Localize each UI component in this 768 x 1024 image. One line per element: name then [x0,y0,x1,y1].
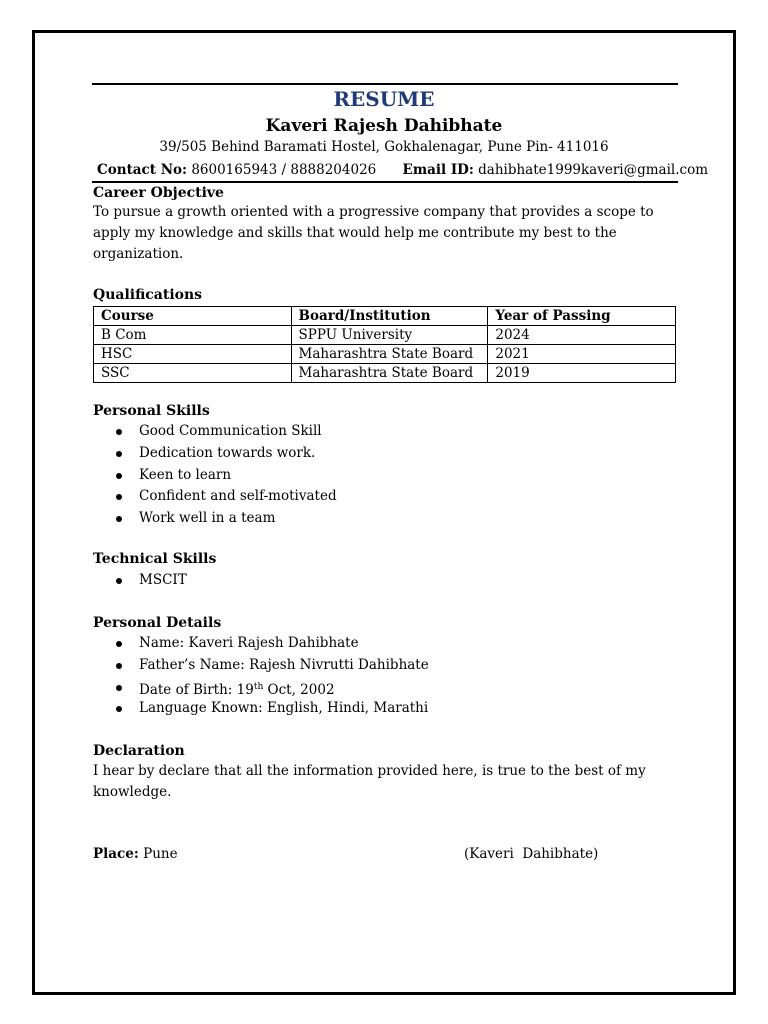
dob-suffix: Oct, 2002 [263,681,335,698]
declaration-heading: Declaration [93,743,185,759]
dob-prefix: Date of Birth: 19 [139,681,254,698]
contact-label: Contact No: [97,162,188,178]
header-rule [92,181,678,183]
table-cell: Maharashtra State Board [291,345,488,364]
list-item: MSCIT [93,570,187,592]
list-item: Father’s Name: Rajesh Nivrutti Dahibhate [93,655,429,677]
place-line [93,846,178,862]
signature: (Kaveri Dahibhate) [464,846,599,862]
qualifications-heading: Qualifications [93,287,203,303]
technical-skills-heading: Technical Skills [93,551,217,567]
table-cell: 2019 [488,364,676,383]
table-row [94,364,676,383]
list-item [93,677,429,699]
table-cell: Maharashtra State Board [291,364,488,383]
column-header: Course [94,307,292,326]
career-objective-heading: Career Objective [93,185,224,201]
table-cell: 2024 [488,326,676,345]
email-value: dahibhate1999kaveri@gmail.com [478,162,709,178]
list-item: Name: Kaveri Rajesh Dahibhate [93,633,429,655]
table-cell: 2021 [488,345,676,364]
table-cell: HSC [94,345,292,364]
contact-line [97,162,708,178]
top-rule [92,83,678,85]
list-item: Dedication towards work. [93,443,337,465]
qualifications-table [93,306,676,383]
place-value: Pune [143,846,178,862]
list-item: Keen to learn [93,465,337,487]
list-item: Good Communication Skill [93,421,337,443]
column-header: Year of Passing [488,307,676,326]
list-item: Work well in a team [93,508,337,530]
declaration-text: I hear by declare that all the information provided here, is true to the best of my knowledge. [93,763,646,800]
contact-value: 8600165943 / 8888204026 [191,162,377,178]
personal-details-heading: Personal Details [93,615,222,631]
table-header-row [94,307,676,326]
table-cell: B Com [94,326,292,345]
dob-superscript: th [253,681,264,692]
list-item: Language Known: English, Hindi, Marathi [93,698,429,720]
candidate-name: Kaveri Rajesh Dahibhate [265,116,503,136]
resume-title: RESUME [333,87,435,111]
table-cell: SSC [94,364,292,383]
column-header: Board/Institution [291,307,488,326]
list-item: Confident and self-motivated [93,486,337,508]
career-objective-text: To pursue a growth oriented with a progressive company that provides a scope to apply my knowledge and skills that would help me contribute my best to the organization. [93,204,654,262]
personal-skills-heading: Personal Skills [93,403,210,419]
personal-skills-list [93,421,337,530]
email-label: Email ID: [402,162,474,178]
table-cell: SPPU University [291,326,488,345]
technical-skills-list [93,570,187,592]
table-row [94,326,676,345]
place-label: Place: [93,846,139,862]
address-line: 39/505 Behind Baramati Hostel, Gokhalenagar, Pune Pin- 411016 [159,139,609,155]
table-row [94,345,676,364]
personal-details-list [93,633,429,720]
